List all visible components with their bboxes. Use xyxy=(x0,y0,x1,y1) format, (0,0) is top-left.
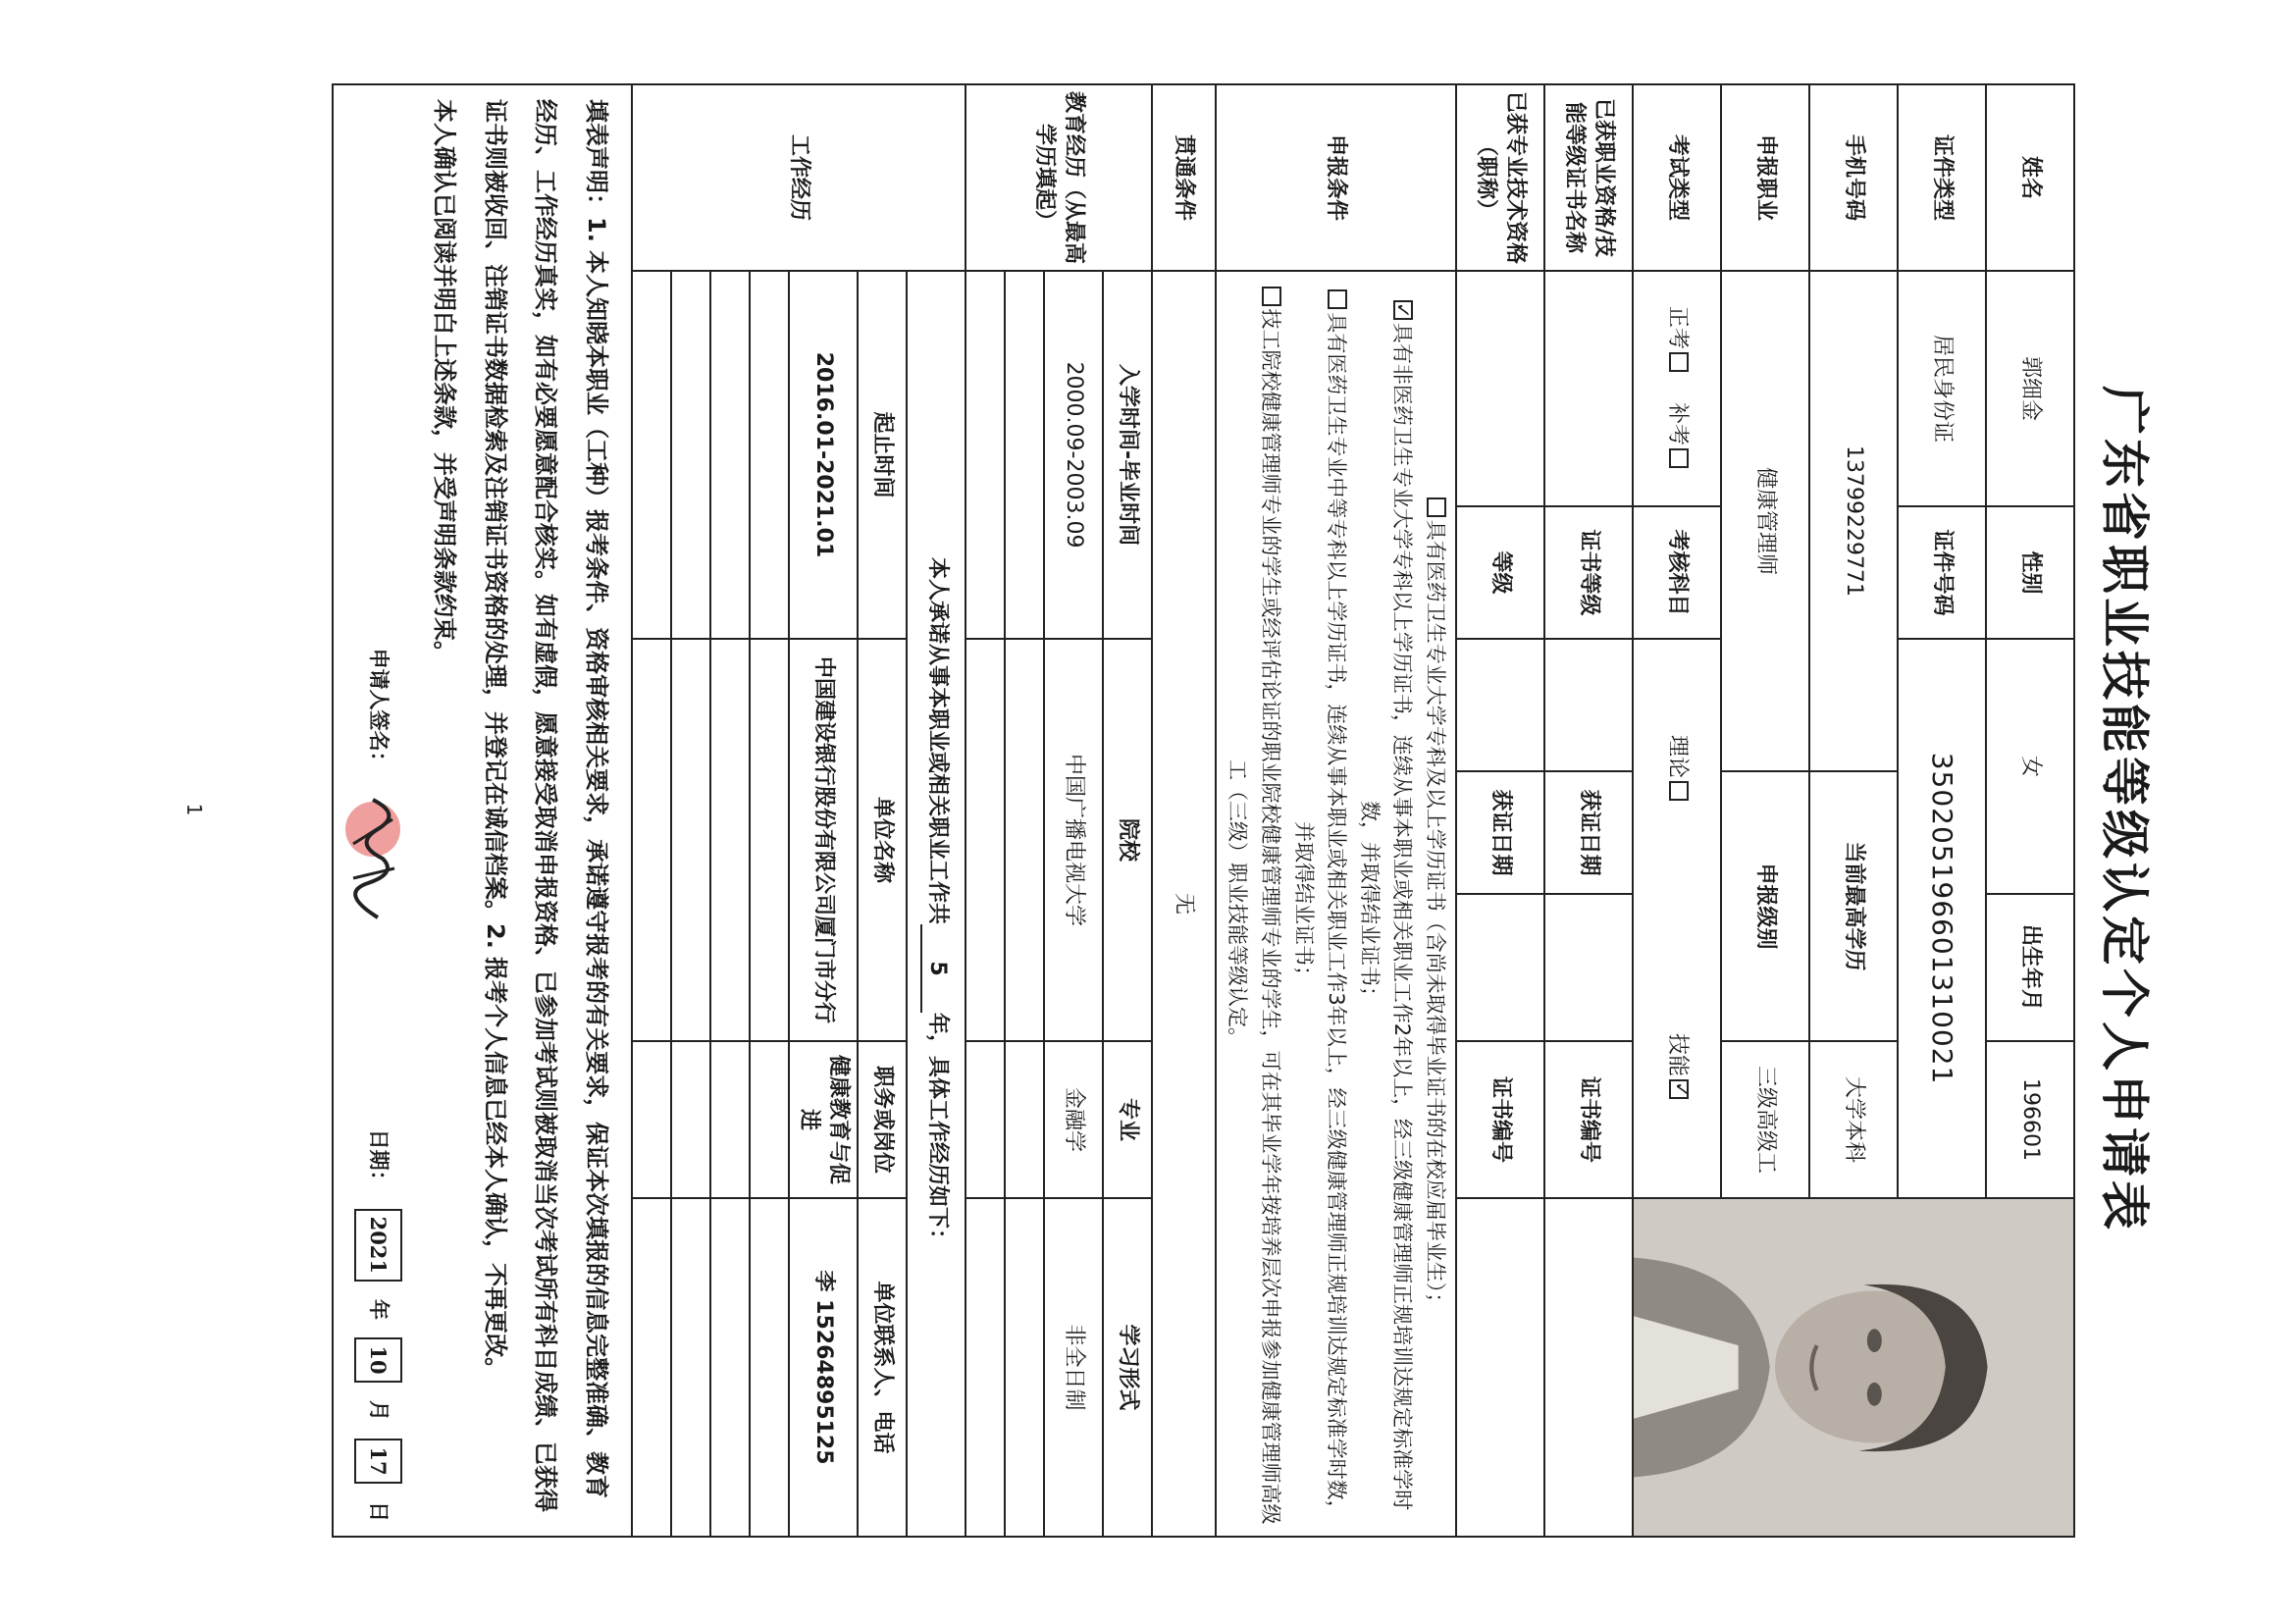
table-row xyxy=(789,84,858,1537)
condition-text-2: 具有非医药卫生专业大学专科以上学历证书，连续从事本职业或相关职业工作2年以上，经三级健康管理师正规培训达规定标准学时数，并取得结业证书； xyxy=(1357,322,1415,1511)
condition-item xyxy=(1352,278,1418,1530)
edu-mode: 非全日制 xyxy=(1044,1198,1103,1537)
date-month: 10 xyxy=(354,1337,402,1383)
edu-header-school: 院校 xyxy=(1103,639,1152,1041)
condition-checkbox-1[interactable] xyxy=(1427,497,1446,517)
value-id-no: 350205196601310021 xyxy=(1898,639,1986,1198)
table-row xyxy=(1005,84,1044,1537)
label-exam-subject: 考核科目 xyxy=(1633,506,1721,639)
table-row xyxy=(710,84,750,1537)
application-form-table xyxy=(332,83,2075,1538)
value-phone: 13799229771 xyxy=(1809,271,1898,771)
condition-item xyxy=(1221,278,1286,1530)
condition-text-3: 具有医药卫生专业中等专科以上学历证书，连续从事本职业或相关职业工作3年以上，经三级健康管理师正规培训达规定标准学时数，并取得结业证书； xyxy=(1291,312,1349,1521)
date-label: 日期： xyxy=(367,1128,391,1191)
applicant-photo xyxy=(1633,1198,2074,1537)
value-title-issue-date xyxy=(1456,894,1544,1041)
signature-line xyxy=(343,99,412,1522)
label-occupation: 申报职业 xyxy=(1721,84,1809,271)
label-tech-title: 已获专业技术资格（职称） xyxy=(1456,84,1544,271)
label-title-cert-no: 证书编号 xyxy=(1456,1041,1544,1198)
work-period: 2016.01-2021.01 xyxy=(789,271,858,639)
edu-school: 中国广播电视大学 xyxy=(1044,639,1103,1041)
label-id-type: 证件类型 xyxy=(1898,84,1986,271)
edu-header-mode: 学习形式 xyxy=(1103,1198,1152,1537)
work-header-contact: 单位联系人、电话 xyxy=(858,1198,907,1537)
work-intro-suffix: 年，具体工作经历如下： xyxy=(924,1013,950,1251)
edu-header-major: 专业 xyxy=(1103,1041,1152,1198)
value-occupation: 健康管理师 xyxy=(1721,271,1809,771)
label-cert-no: 证书编号 xyxy=(1544,1041,1633,1198)
table-row xyxy=(632,84,671,1537)
label-edu: 当前最高学历 xyxy=(1809,771,1898,1041)
label-issue-date: 获证日期 xyxy=(1544,771,1633,894)
exam-option-regular: 正考 xyxy=(1664,306,1690,350)
condition-item xyxy=(1286,278,1352,1530)
declaration-head: 填表声明： xyxy=(582,99,610,217)
date-day-unit: 日 xyxy=(367,1501,391,1523)
work-position: 健康教育与促进 xyxy=(789,1041,858,1198)
date-day: 17 xyxy=(354,1439,402,1484)
label-name: 姓名 xyxy=(1986,84,2074,271)
value-cert-no xyxy=(1544,1198,1633,1537)
work-header-period: 起止时间 xyxy=(858,271,907,639)
table-row xyxy=(1044,84,1103,1537)
checkbox-regular[interactable] xyxy=(1669,352,1689,372)
label-exam-type: 考试类型 xyxy=(1633,84,1721,271)
label-through: 贯通条件 xyxy=(1152,84,1216,271)
declaration-box xyxy=(333,84,631,1537)
sign-label: 申请人签名： xyxy=(367,648,391,772)
date-year-unit: 年 xyxy=(367,1299,391,1321)
condition-item xyxy=(1418,278,1451,1530)
edu-period: 2000.09-2003.09 xyxy=(1044,271,1103,639)
value-gender: 女 xyxy=(1986,639,2074,894)
label-title-level: 等级 xyxy=(1456,506,1544,639)
condition-text-1: 具有医药卫生专业大学专科及以上学历证书（含尚未取得毕业证书的在校应届毕业生）； xyxy=(1424,519,1447,1314)
label-conditions: 申报条件 xyxy=(1216,84,1456,271)
application-form-page xyxy=(167,54,2168,1565)
value-cert-level xyxy=(1544,639,1633,771)
label-education: 教育经历（从最高学历填起） xyxy=(965,84,1152,271)
edu-major: 金融学 xyxy=(1044,1041,1103,1198)
exam-subject-options xyxy=(1633,639,1721,1198)
condition-checkbox-3[interactable] xyxy=(1328,289,1347,309)
value-title-cert-no xyxy=(1456,1198,1544,1537)
applicant-signature xyxy=(343,790,412,937)
label-phone: 手机号码 xyxy=(1809,84,1898,271)
declaration-text: 1. 本人知晓本职业（工种）报考条件、资格审核相关要求，承诺遵守报考的有关要求，保证本次填报的信息完整准确、教育经历、工作经历真实，如有必要愿意配合核实。如有虚假，愿意接受取消申报资格、已参加考试则被取消当次考试所有科目成绩、已获得证书则被收回、注销证书数据检索及注销证书资格的处理，并登记在诚信档案。2. 报考个人信息已经本人确认，不再更改。 xyxy=(481,99,610,1512)
label-gender: 性别 xyxy=(1986,506,2074,639)
subject-skill: 技能 xyxy=(1664,1033,1690,1077)
date-month-unit: 月 xyxy=(367,1400,391,1422)
table-row xyxy=(750,84,789,1537)
page-number: 1 xyxy=(183,803,206,816)
label-birth: 出生年月 xyxy=(1986,894,2074,1041)
value-id-type: 居民身份证 xyxy=(1898,271,1986,506)
value-voc-cert xyxy=(1544,271,1633,506)
exam-type-options xyxy=(1633,271,1721,506)
value-birth: 196601 xyxy=(1986,1041,2074,1198)
work-intro xyxy=(907,271,965,1537)
checkbox-skill[interactable] xyxy=(1669,1079,1689,1099)
conditions-list xyxy=(1216,271,1456,1537)
condition-text-4: 技工院校健康管理师专业的学生或经评估论证的职业院校健康管理师专业的学生，可在其毕业学年按培养层次申报参加健康管理师高级工（三级）职业技能等级认定。 xyxy=(1226,308,1283,1525)
form-title: 广东省职业技能等级认定个人申请表 xyxy=(2096,386,2153,1233)
table-row xyxy=(671,84,710,1537)
label-work: 工作经历 xyxy=(632,84,965,271)
condition-checkbox-2[interactable] xyxy=(1393,300,1413,320)
work-header-unit: 单位名称 xyxy=(858,639,907,1041)
edu-header-period: 入学时间-毕业时间 xyxy=(1103,271,1152,639)
work-header-position: 职务或岗位 xyxy=(858,1041,907,1198)
subject-theory: 理论 xyxy=(1664,735,1690,779)
work-intro-prefix: 本人承诺从事本职业或相关职业工作共 xyxy=(924,557,950,925)
date-year: 2021 xyxy=(354,1209,402,1282)
label-id-no: 证件号码 xyxy=(1898,506,1986,639)
value-title-level xyxy=(1456,639,1544,771)
checkbox-theory[interactable] xyxy=(1669,781,1689,801)
exam-option-makeup: 补考 xyxy=(1664,402,1690,446)
value-level: 三级高级工 xyxy=(1721,1041,1809,1198)
label-voc-cert: 已获职业资格/技能等级证书名称 xyxy=(1544,84,1633,271)
value-name: 郭细金 xyxy=(1986,271,2074,506)
confirm-text: 本人确认已阅读并明白上述条款，并受声明条款约束。 xyxy=(431,99,459,664)
condition-checkbox-4[interactable] xyxy=(1262,287,1281,306)
work-unit: 中国建设银行股份有限公司厦门市分行 xyxy=(789,639,858,1041)
signature-image xyxy=(343,790,412,937)
value-through: 无 xyxy=(1152,271,1216,1537)
work-contact: 李 15264895125 xyxy=(789,1198,858,1537)
value-tech-title xyxy=(1456,271,1544,506)
label-title-issue-date: 获证日期 xyxy=(1456,771,1544,894)
value-issue-date xyxy=(1544,894,1633,1041)
checkbox-makeup[interactable] xyxy=(1669,448,1689,468)
value-edu: 大学本科 xyxy=(1809,1041,1898,1198)
work-years: 5 xyxy=(920,924,952,1013)
label-cert-level: 证书等级 xyxy=(1544,506,1633,639)
table-row xyxy=(965,84,1005,1537)
label-level: 申报级别 xyxy=(1721,771,1809,1041)
portrait-image xyxy=(1634,1199,2073,1536)
